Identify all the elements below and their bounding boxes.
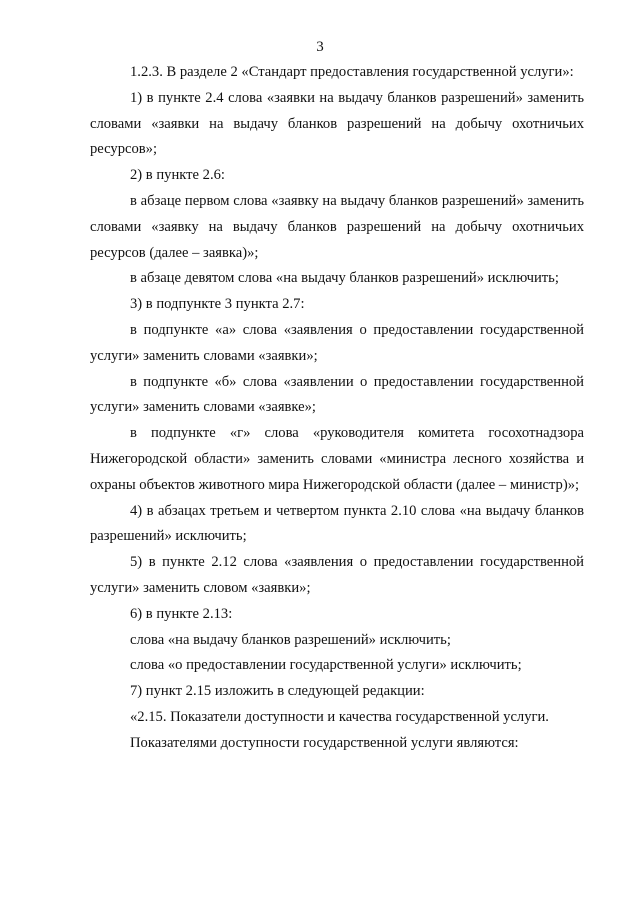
paragraph: 7) пункт 2.15 изложить в следующей редакции: xyxy=(130,683,425,700)
paragraph: 1) в пункте 2.4 слова «заявки на выдачу бланков разрешений» заменить словами «заявки на выдачу бланков разрешений на добычу охотничьих ресурсов»; xyxy=(90,89,584,158)
page-number: 3 xyxy=(316,39,324,55)
paragraph: 2) в пункте 2.6: xyxy=(130,167,225,184)
paragraph: в подпункте «г» слова «руководителя комитета госохотнадзора Нижегородской области» заменить словами «министра лесного хозяйства и охраны объектов животного мира Нижегородской области (далее – министр)»; xyxy=(90,425,584,493)
paragraph: слова «на выдачу бланков разрешений» исключить; xyxy=(130,631,451,648)
paragraph: 5) в пункте 2.12 слова «заявления о предоставлении государственной услуги» заменить словом «заявки»; xyxy=(90,554,584,596)
paragraph: 3) в подпункте 3 пункта 2.7: xyxy=(130,296,305,313)
document-body xyxy=(90,60,584,757)
paragraph: в подпункте «б» слова «заявлении о предоставлении государственной услуги» заменить словами «заявке»; xyxy=(90,373,584,416)
paragraph: в абзаце первом слова «заявку на выдачу бланков разрешений» заменить словами «заявку на выдачу бланков разрешений на добычу охотничьих ресурсов (далее – заявка)»; xyxy=(90,192,584,261)
paragraph: в абзаце девятом слова «на выдачу бланков разрешений» исключить; xyxy=(130,270,559,287)
paragraph: «2.15. Показатели доступности и качества государственной услуги. xyxy=(130,708,549,725)
paragraph: Показателями доступности государственной услуги являются: xyxy=(130,734,519,751)
paragraph: в подпункте «а» слова «заявления о предоставлении государственной услуги» заменить словами «заявки»; xyxy=(90,321,584,364)
paragraph: 6) в пункте 2.13: xyxy=(130,605,233,622)
paragraph: 4) в абзацах третьем и четвертом пункта 2.10 слова «на выдачу бланков разрешений» исключить; xyxy=(90,502,584,545)
paragraph: слова «о предоставлении государственной услуги» исключить; xyxy=(130,657,522,674)
paragraph: 1.2.3. В разделе 2 «Стандарт предоставления государственной услуги»: xyxy=(130,64,574,80)
